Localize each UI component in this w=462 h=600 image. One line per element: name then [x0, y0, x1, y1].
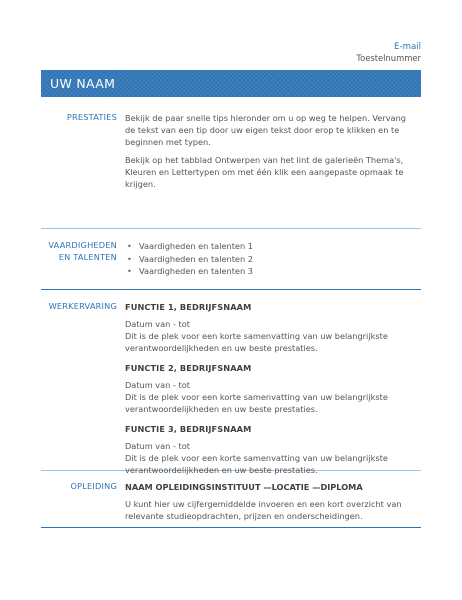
job-title[interactable]: FUNCTIE 3, BEDRIJFSNAAM [125, 424, 252, 434]
job-entry [125, 301, 415, 354]
job-entry [125, 362, 415, 415]
work-content [125, 301, 415, 475]
job-date[interactable]: Datum van - tot [125, 319, 190, 329]
skills-content [125, 240, 415, 289]
section-label-prestaties: PRESTATIES [66, 112, 117, 122]
resume-page [41, 0, 421, 528]
job-date[interactable]: Datum van - tot [125, 441, 190, 451]
bullet-icon: • [127, 266, 132, 276]
section-skills [41, 229, 421, 289]
job-entry [125, 423, 415, 476]
job-title[interactable]: FUNCTIE 1, BEDRIJFSNAAM [125, 302, 252, 312]
section-label-skills-line2: EN TALENTEN [58, 251, 117, 262]
section-label-skills [41, 240, 117, 289]
section-education [41, 471, 421, 527]
resume-name[interactable]: UW NAAM [50, 76, 116, 91]
education-description[interactable]: U kunt hier uw cijfergemiddelde invoeren en een kort overzicht van relevante studieopdrachten, prijzen en onderscheidingen. [125, 499, 402, 521]
list-item[interactable] [125, 253, 415, 266]
bullet-icon: • [127, 253, 132, 264]
education-content [125, 481, 415, 527]
job-description[interactable]: Dit is de plek voor een korte samenvatting van uw belangrijkste verantwoordelijkheden en uw beste prestaties. [125, 331, 388, 353]
job-date[interactable]: Datum van - tot [125, 380, 190, 390]
education-title[interactable]: NAAM OPLEIDINGSINSTITUUT —LOCATIE —DIPLOMA [125, 482, 363, 492]
skills-list [125, 240, 415, 278]
section-work [41, 290, 421, 475]
section-label-education: OPLEIDING [70, 481, 117, 491]
job-title[interactable]: FUNCTIE 2, BEDRIJFSNAAM [125, 363, 252, 373]
phone-number: Toestelnummer [356, 53, 421, 63]
list-item[interactable] [125, 265, 415, 278]
bullet-icon: • [127, 241, 132, 251]
email-link[interactable]: E-mail [394, 42, 421, 52]
skill-text: Vaardigheden en talenten 1 [139, 241, 253, 251]
job-description[interactable]: Dit is de plek voor een korte samenvatting van uw belangrijkste verantwoordelijkheden en uw beste prestaties. [125, 453, 388, 475]
section-label-skills-line1: VAARDIGHEDEN [48, 240, 117, 250]
list-item[interactable] [125, 240, 415, 253]
section-label-work: WERKERVARING [48, 301, 117, 311]
skill-text: Vaardigheden en talenten 3 [139, 266, 253, 276]
skill-text: Vaardigheden en talenten 2 [139, 253, 253, 264]
section-prestaties [41, 97, 421, 228]
name-banner [41, 70, 421, 97]
job-description[interactable]: Dit is de plek voor een korte samenvatting van uw belangrijkste verantwoordelijkheden en uw beste prestaties. [125, 392, 388, 414]
prestaties-content [125, 112, 415, 228]
prestaties-paragraph-2[interactable]: Bekijk op het tabblad Ontwerpen van het lint de galerieën Thema's, Kleuren en Lettertypen om met één klik een aangepaste opmaak te krijgen. [125, 155, 404, 189]
section-divider [41, 527, 421, 528]
contact-block [41, 0, 421, 64]
prestaties-paragraph-1[interactable]: Bekijk de paar snelle tips hieronder om u op weg te helpen. Vervang de tekst van een tip door uw eigen tekst door erop te klikken en te beginnen met typen. [125, 113, 406, 147]
